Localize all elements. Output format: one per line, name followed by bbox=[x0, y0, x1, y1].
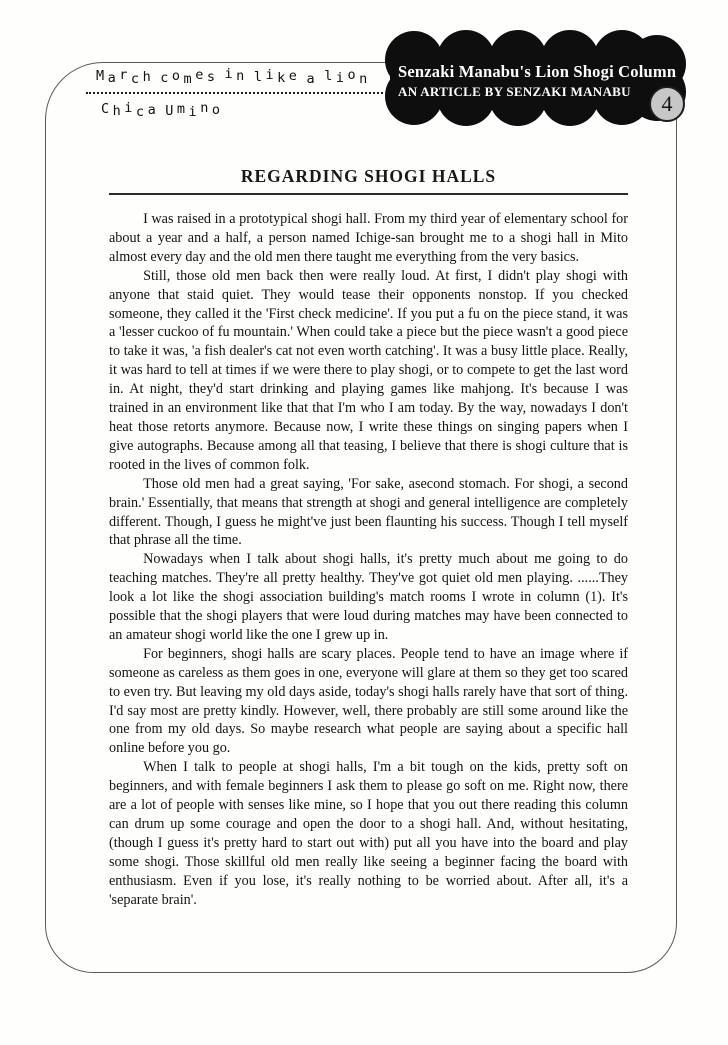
column-number-badge bbox=[649, 86, 685, 122]
series-author: Chica Umino bbox=[101, 100, 224, 120]
article bbox=[109, 166, 628, 910]
column-number: 4 bbox=[661, 91, 673, 116]
article-body bbox=[109, 210, 628, 910]
column-byline: AN ARTICLE BY SENZAKI MANABU bbox=[398, 84, 631, 99]
series-title-divider bbox=[86, 92, 383, 94]
column-title: Senzaki Manabu's Lion Shogi Column bbox=[398, 62, 677, 81]
article-paragraph: For beginners, shogi halls are scary places. People tend to have an image where if someone as careless as them goes in one, everyone will glare at them so they get too scared to even try. But leaving my old days aside, today's shogi halls rarely have that sort of thing. I'd say most are pretty kindly. However, well, there probably are still some around like the one from my old days. So maybe research what people are saying about a specific hall online before you go. bbox=[109, 645, 628, 757]
article-paragraph: Those old men had a great saying, 'For sake, asecond stomach. For shogi, a second brain.' Essentially, that means that strength at shogi and general intelligence are completely different. Though, I guess he might've just been flaunting his success. Though I tell myself that phrase all the time. bbox=[109, 475, 628, 549]
article-paragraph: Still, those old men back then were really loud. At first, I didn't play shogi with anyone that staid quiet. They would tease their opponents nonstop. If you checked someone, they called it the 'First check medicine'. If you put a fu on the piece stand, it was a 'lesser cuckoo of fu mountain.' When could take a piece but the piece wasn't a good piece to take it was, 'a fish dealer's cat not even worth catching'. It was a busy little place. Really, it was hard to tell at times if we were there to play shogi, or to compete to get the last word in. At night, they'd start drinking and playing games like mahjong. It's because I was trained in an environment like that that I'm who I am today. By the way, nowadays I don't heat those retorts anymore. Because now, I write these things on singing papers when I give autographs. Because among all that teasing, I believe that there is shogi culture that is rooted in the lives of common folk. bbox=[109, 267, 628, 473]
article-paragraph: I was raised in a prototypical shogi hall. From my third year of elementary school for about a year and a half, a person named Ichige-san brought me to a shogi hall in Mito almost every day and the old men there taught me everything from the very basics. bbox=[109, 211, 628, 265]
article-heading: REGARDING SHOGI HALLS bbox=[240, 166, 497, 186]
heading-rule bbox=[109, 193, 628, 195]
series-title: March comes in like a lion bbox=[96, 66, 371, 87]
article-paragraph: When I talk to people at shogi halls, I'm a bit tough on the kids, pretty soft on beginners, and with female beginners I ask them to please go soft on me. Right now, there are a lot of people with senses like mine, so I hope that you out there reading this column can drum up some courage and open the door to a shogi hall. And, without hesitating, (though I guess it's pretty hard to start out with) put all you have into the board and play some shogi. Those skillful old men really like seeing a beginner facing the board with enthusiasm. Even if you lose, it's really nothing to be worried about. After all, it's a 'separate brain'. bbox=[109, 759, 628, 908]
article-paragraph: Nowadays when I talk about shogi halls, it's pretty much about me going to do teaching matches. They're all pretty healthy. They've got quiet old men playing. ......They look a lot like the shogi association building's match rooms I wrote in column (1). It's possible that the shogi players that were loud during matches may have been connected to an amateur shogi world like the one I grew up in. bbox=[109, 551, 628, 643]
